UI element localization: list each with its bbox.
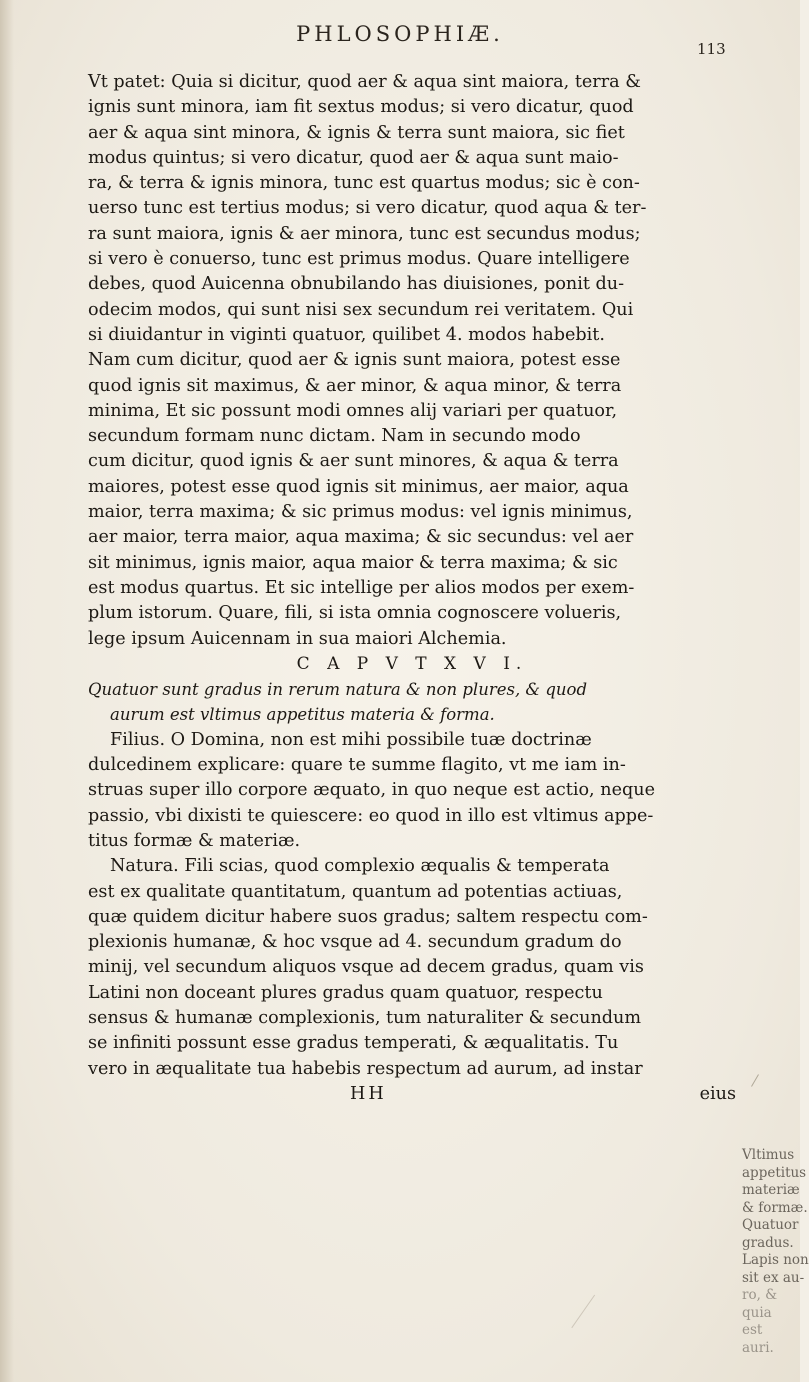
text-line: passio, vbi dixisti te quiescere: eo quod in illo est vltimus appe- [88,805,654,826]
text-line: sensus & humanæ complexionis, tum naturaliter & secundum [88,1007,642,1028]
margin-note-line: Lapis non [742,1252,809,1268]
text-line: debes, quod Auicenna obnubilando has diuisiones, ponit du- [88,274,625,295]
page-number: 113 [697,40,726,58]
text-line: minima, Et sic possunt modi omnes alij variari per quatuor, [88,400,618,421]
text-line: quod ignis sit maximus, & aer minor, & aqua minor, & terra [88,375,622,396]
catchword: eius [699,1083,736,1104]
text-line: est modus quartus. Et sic intellige per alios modos per exem- [88,577,635,598]
text-line: ra, & terra & ignis minora, tunc est quartus modus; sic è con- [88,173,640,194]
margin-note-line: & formæ. [742,1199,808,1216]
text-line: ra sunt maiora, ignis & aer minora, tunc est secundus modus; [88,223,641,244]
text-line: se infiniti possunt esse gradus temperati, & æqualitatis. Tu [88,1033,619,1054]
text-line: maiores, potest esse quod ignis sit minimus, aer maior, aqua [88,476,629,497]
margin-note-line: Quatuor [742,1217,799,1233]
text-line: secundum formam nunc dictam. Nam in secundo modo [88,426,581,447]
text-line: vero in æqualitate tua habebis respectum ad aurum, ad instar [88,1058,643,1079]
text-line: ignis sunt minora, iam fit sextus modus; si vero dicatur, quod [88,97,634,118]
text-line: modus quintus; si vero dicatur, quod aer & aqua sunt maio- [88,147,619,168]
signature-line [88,1082,736,1107]
text-line: dulcedinem explicare: quare te summe flagito, vt me iam in- [88,755,626,776]
margin-note-line: ro, & [742,1287,778,1303]
text-line: uerso tunc est tertius modus; si vero dicatur, quod aqua & ter- [88,198,647,219]
text-line: plum istorum. Quare, fili, si ista omnia cognoscere volueris, [88,603,622,624]
page-gutter-shadow [0,0,14,1382]
chapter-summary-line: Quatuor sunt gradus in rerum natura & non plures, & quod [88,680,588,700]
text-line: aer & aqua sint minora, & ignis & terra sunt maiora, sic fiet [88,122,625,143]
text-line: Latini non doceant plures gradus quam quatuor, respectu [88,982,603,1003]
margin-note-line: est [742,1322,763,1338]
chapter-summary-line: aurum est vltimus appetitus materia & forma. [110,705,495,725]
text-line: si diuidantur in viginti quatuor, quilibet 4. modos habebit. [88,324,605,345]
margin-note-line: auri. [742,1339,774,1356]
margin-pen-stroke [751,1074,759,1087]
main-text-block [88,70,736,1107]
signature-mark: HH [350,1083,387,1104]
text-line: Filius. O Domina, non est mihi possibile tuæ doctrinæ [110,729,592,750]
text-line: sit minimus, ignis maior, aqua maior & terra maxima; & sic [88,552,618,573]
margin-note-line: materiæ [742,1182,800,1198]
text-line: titus formæ & materiæ. [88,830,301,851]
margin-note-line: sit ex au- [742,1269,805,1286]
text-line: maior, terra maxima; & sic primus modus: vel ignis minimus, [88,502,633,523]
margin-note-line: Vltimus [742,1147,795,1163]
text-line: Nam cum dicitur, quod aer & ignis sunt maiora, potest esse [88,350,621,371]
text-lines [88,70,736,1082]
text-line: aer maior, terra maior, aqua maxima; & sic secundus: vel aer [88,527,634,548]
margin-notes [742,1147,809,1357]
text-line: est ex qualitate quantitatum, quantum ad potentias actiuas, [88,881,623,902]
text-line: lege ipsum Auicennam in sua maiori Alchemia. [88,628,507,649]
chapter-heading: C A P V T X V I. [296,653,528,674]
text-line: struas super illo corpore æquato, in quo neque est actio, neque [88,780,655,801]
margin-note-line: appetitus [742,1164,807,1181]
text-line: cum dicitur, quod ignis & aer sunt minores, & aqua & terra [88,451,619,472]
ink-stroke-mark [571,1295,619,1346]
text-line: quæ quidem dicitur habere suos gradus; saltem respectu com- [88,906,648,927]
text-line: Vt patet: Quia si dicitur, quod aer & aqua sint maiora, terra & [88,72,641,92]
running-head: PHLOSOPHIÆ. [296,22,504,46]
text-line: plexionis humanæ, & hoc vsque ad 4. secundum gradum do [88,932,622,953]
margin-note-line: gradus. [742,1234,794,1251]
text-line: odecim modos, qui sunt nisi sex secundum rei veritatem. Qui [88,299,634,320]
text-line: si vero è conuerso, tunc est primus modus. Quare intelligere [88,249,630,270]
text-line: minij, vel secundum aliquos vsque ad decem gradus, quam vis [88,957,644,978]
margin-note-line: quia [742,1304,772,1321]
text-line: Natura. Fili scias, quod complexio æqualis & temperata [110,856,610,877]
